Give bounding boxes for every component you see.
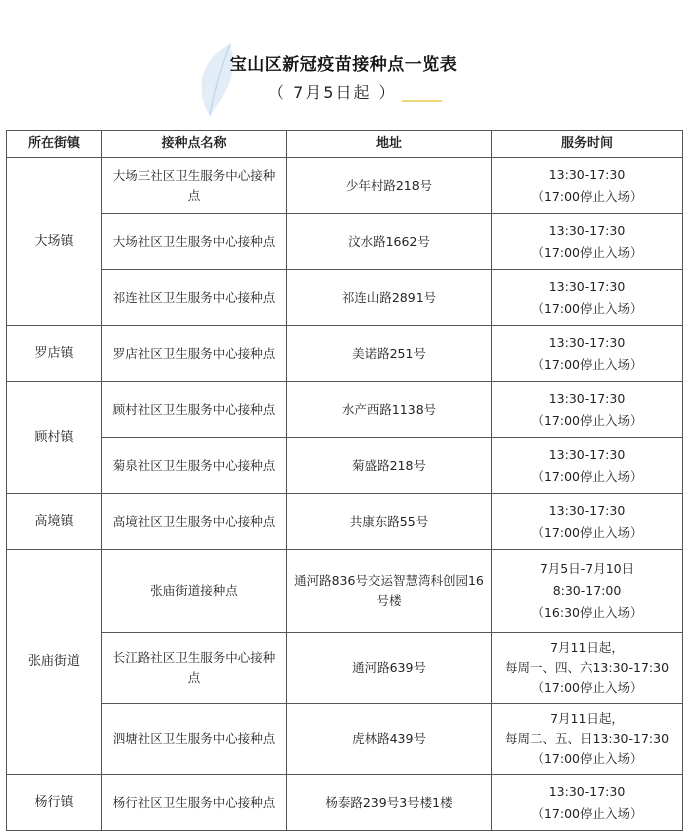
site-name-cell: 菊泉社区卫生服务中心接种点 bbox=[102, 438, 287, 494]
table-header-row bbox=[7, 131, 683, 158]
page-title: 宝山区新冠疫苗接种点一览表 bbox=[229, 55, 458, 75]
vaccination-sites-table bbox=[6, 130, 683, 831]
site-name-cell: 罗店社区卫生服务中心接种点 bbox=[102, 326, 287, 382]
time-note: （17:00停止入场） bbox=[531, 468, 643, 484]
address-cell: 祁连山路2891号 bbox=[287, 270, 492, 326]
time-note: （16:30停止入场） bbox=[531, 605, 643, 620]
table-row bbox=[7, 633, 683, 704]
service-time-cell bbox=[492, 270, 683, 326]
address-cell: 杨泰路239号3号楼1楼 bbox=[287, 775, 492, 831]
site-name-cell: 大场三社区卫生服务中心接种点 bbox=[102, 158, 287, 214]
time-start: 7月11日起， bbox=[550, 711, 624, 726]
town-cell: 张庙街道 bbox=[7, 550, 102, 775]
table-row bbox=[7, 550, 683, 633]
town-cell: 高境镇 bbox=[7, 494, 102, 550]
address-cell: 美诺路251号 bbox=[287, 326, 492, 382]
time-note: （17:00停止入场） bbox=[531, 244, 643, 260]
table-row bbox=[7, 382, 683, 438]
table-row bbox=[7, 704, 683, 775]
site-name-cell: 泗塘社区卫生服务中心接种点 bbox=[102, 704, 287, 775]
time-note: （17:00停止入场） bbox=[531, 356, 643, 372]
service-time-cell bbox=[492, 633, 683, 704]
time-note: （17:00停止入场） bbox=[531, 805, 643, 821]
table-row bbox=[7, 214, 683, 270]
address-cell: 共康东路55号 bbox=[287, 494, 492, 550]
page-subtitle: （ 7月5日起 ） bbox=[268, 83, 397, 102]
time-note: （17:00停止入场） bbox=[531, 751, 643, 766]
time-hours: 13:30-17:30 bbox=[548, 390, 626, 406]
table-row bbox=[7, 270, 683, 326]
header bbox=[0, 0, 687, 128]
time-note: （17:00停止入场） bbox=[531, 188, 643, 204]
header-address: 地址 bbox=[287, 131, 492, 158]
town-cell: 大场镇 bbox=[7, 158, 102, 326]
site-name-cell: 高境社区卫生服务中心接种点 bbox=[102, 494, 287, 550]
site-name-cell: 祁连社区卫生服务中心接种点 bbox=[102, 270, 287, 326]
time-hours: 13:30-17:30 bbox=[548, 222, 626, 238]
address-cell: 少年村路218号 bbox=[287, 158, 492, 214]
address-cell: 通河路836号交运智慧湾科创园16号楼 bbox=[287, 550, 492, 633]
time-hours: 每周二、五、日13:30-17:30 bbox=[504, 731, 670, 746]
header-service-time: 服务时间 bbox=[492, 131, 683, 158]
header-site-name: 接种点名称 bbox=[102, 131, 287, 158]
time-hours: 每周一、四、六13:30-17:30 bbox=[504, 660, 670, 675]
time-hours: 13:30-17:30 bbox=[548, 446, 626, 462]
time-note: （17:00停止入场） bbox=[531, 680, 643, 695]
site-name-cell: 长江路社区卫生服务中心接种点 bbox=[102, 633, 287, 704]
service-time-cell bbox=[492, 775, 683, 831]
time-dates: 7月5日-7月10日 bbox=[539, 561, 635, 576]
address-cell: 菊盛路218号 bbox=[287, 438, 492, 494]
address-cell: 虎林路439号 bbox=[287, 704, 492, 775]
site-name-cell: 杨行社区卫生服务中心接种点 bbox=[102, 775, 287, 831]
time-hours: 13:30-17:30 bbox=[548, 334, 626, 350]
time-hours: 13:30-17:30 bbox=[548, 278, 626, 294]
time-start: 7月11日起， bbox=[550, 640, 624, 655]
service-time-cell bbox=[492, 494, 683, 550]
table-row bbox=[7, 326, 683, 382]
time-note: （17:00停止入场） bbox=[531, 300, 643, 316]
town-cell: 顾村镇 bbox=[7, 382, 102, 494]
service-time-cell bbox=[492, 326, 683, 382]
service-time-cell bbox=[492, 438, 683, 494]
time-hours: 13:30-17:30 bbox=[548, 502, 626, 518]
site-name-cell: 张庙街道接种点 bbox=[102, 550, 287, 633]
address-cell: 水产西路1138号 bbox=[287, 382, 492, 438]
service-time-cell bbox=[492, 704, 683, 775]
subtitle-underline bbox=[402, 100, 442, 102]
time-hours: 13:30-17:30 bbox=[548, 783, 626, 799]
address-cell: 通河路639号 bbox=[287, 633, 492, 704]
table-row bbox=[7, 775, 683, 831]
town-cell: 杨行镇 bbox=[7, 775, 102, 831]
header-town: 所在街镇 bbox=[7, 131, 102, 158]
table-row bbox=[7, 158, 683, 214]
service-time-cell bbox=[492, 158, 683, 214]
service-time-cell bbox=[492, 550, 683, 633]
site-name-cell: 顾村社区卫生服务中心接种点 bbox=[102, 382, 287, 438]
time-hours: 8:30-17:00 bbox=[552, 583, 622, 598]
address-cell: 汶水路1662号 bbox=[287, 214, 492, 270]
service-time-cell bbox=[492, 382, 683, 438]
site-name-cell: 大场社区卫生服务中心接种点 bbox=[102, 214, 287, 270]
table-row bbox=[7, 494, 683, 550]
service-time-cell bbox=[492, 214, 683, 270]
time-note: （17:00停止入场） bbox=[531, 524, 643, 540]
time-note: （17:00停止入场） bbox=[531, 412, 643, 428]
time-hours: 13:30-17:30 bbox=[548, 166, 626, 182]
table-row bbox=[7, 438, 683, 494]
town-cell: 罗店镇 bbox=[7, 326, 102, 382]
